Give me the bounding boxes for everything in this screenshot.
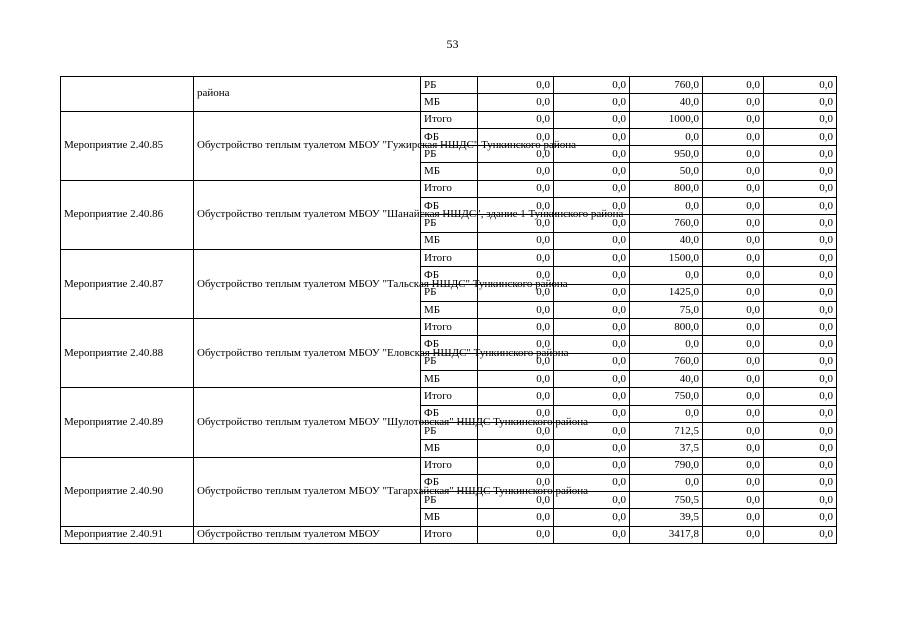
description-cell: Обустройство теплым туалетом МБОУ "Гужирская НШДС" Тункинского района — [194, 111, 421, 180]
value-cell: 0,0 — [478, 371, 554, 388]
value-cell: 0,0 — [764, 336, 837, 353]
description-cell: Обустройство теплым туалетом МБОУ "Тагархайская" НШДС Тункинского района — [194, 457, 421, 526]
funding-source-cell: ФБ — [421, 405, 478, 422]
value-cell: 0,0 — [703, 440, 764, 457]
value-cell: 0,0 — [764, 509, 837, 526]
value-cell: 0,0 — [554, 284, 630, 301]
value-cell: 0,0 — [478, 198, 554, 215]
measure-cell — [61, 77, 194, 112]
value-cell: 0,0 — [703, 284, 764, 301]
value-cell: 0,0 — [554, 301, 630, 318]
value-cell: 0,0 — [764, 353, 837, 370]
funding-source-cell: МБ — [421, 232, 478, 249]
value-cell: 0,0 — [478, 474, 554, 491]
value-cell: 0,0 — [764, 180, 837, 197]
value-cell: 0,0 — [478, 215, 554, 232]
funding-source-cell: РБ — [421, 422, 478, 439]
value-cell: 0,0 — [478, 440, 554, 457]
description-cell: Обустройство теплым туалетом МБОУ "Еловская НШДС" Тункинского района — [194, 319, 421, 388]
value-cell: 0,0 — [554, 509, 630, 526]
value-cell: 0,0 — [703, 94, 764, 111]
value-cell: 39,5 — [630, 509, 703, 526]
funding-source-cell: ФБ — [421, 336, 478, 353]
value-cell: 0,0 — [554, 457, 630, 474]
value-cell: 0,0 — [478, 319, 554, 336]
value-cell: 75,0 — [630, 301, 703, 318]
value-cell: 0,0 — [764, 128, 837, 145]
value-cell: 0,0 — [554, 371, 630, 388]
funding-source-cell: РБ — [421, 215, 478, 232]
value-cell: 0,0 — [764, 215, 837, 232]
funding-source-cell: ФБ — [421, 474, 478, 491]
value-cell: 0,0 — [764, 440, 837, 457]
value-cell: 0,0 — [554, 526, 630, 543]
value-cell: 800,0 — [630, 180, 703, 197]
funding-source-cell: Итого — [421, 319, 478, 336]
funding-source-cell: ФБ — [421, 267, 478, 284]
table-row — [61, 249, 837, 266]
value-cell: 0,0 — [554, 111, 630, 128]
value-cell: 0,0 — [764, 94, 837, 111]
value-cell: 0,0 — [764, 111, 837, 128]
value-cell: 0,0 — [478, 111, 554, 128]
table-row — [61, 457, 837, 474]
value-cell: 0,0 — [764, 474, 837, 491]
value-cell: 0,0 — [478, 388, 554, 405]
value-cell: 0,0 — [703, 388, 764, 405]
value-cell: 0,0 — [764, 77, 837, 94]
value-cell: 0,0 — [703, 249, 764, 266]
value-cell: 0,0 — [703, 180, 764, 197]
value-cell: 0,0 — [478, 232, 554, 249]
value-cell: 760,0 — [630, 353, 703, 370]
table-row — [61, 180, 837, 197]
value-cell: 0,0 — [764, 526, 837, 543]
funding-source-cell: ФБ — [421, 198, 478, 215]
value-cell: 0,0 — [478, 94, 554, 111]
value-cell: 0,0 — [764, 146, 837, 163]
value-cell: 0,0 — [554, 249, 630, 266]
budget-table — [60, 76, 837, 544]
description-cell: Обустройство теплым туалетом МБОУ "Шанайская НШДС", здание 1 Тункинского района — [194, 180, 421, 249]
funding-source-cell: Итого — [421, 388, 478, 405]
value-cell: 0,0 — [703, 163, 764, 180]
value-cell: 0,0 — [764, 198, 837, 215]
funding-source-cell: Итого — [421, 249, 478, 266]
value-cell: 0,0 — [764, 249, 837, 266]
value-cell: 0,0 — [478, 405, 554, 422]
funding-source-cell: Итого — [421, 457, 478, 474]
funding-source-cell: МБ — [421, 94, 478, 111]
value-cell: 0,0 — [703, 111, 764, 128]
value-cell: 0,0 — [554, 405, 630, 422]
description-cell: Обустройство теплым туалетом МБОУ "Тальская НШДС" Тункинского района — [194, 249, 421, 318]
value-cell: 0,0 — [554, 163, 630, 180]
value-cell: 1425,0 — [630, 284, 703, 301]
value-cell: 0,0 — [554, 77, 630, 94]
value-cell: 0,0 — [554, 94, 630, 111]
value-cell: 0,0 — [478, 267, 554, 284]
value-cell: 0,0 — [478, 301, 554, 318]
value-cell: 0,0 — [764, 405, 837, 422]
value-cell: 0,0 — [703, 146, 764, 163]
description-cell: Обустройство теплым туалетом МБОУ "Шулотовская" НШДС Тункинского района — [194, 388, 421, 457]
funding-source-cell: РБ — [421, 492, 478, 509]
value-cell: 800,0 — [630, 319, 703, 336]
value-cell: 0,0 — [554, 353, 630, 370]
value-cell: 0,0 — [703, 405, 764, 422]
value-cell: 0,0 — [478, 492, 554, 509]
description-cell: района — [194, 77, 421, 112]
measure-cell: Мероприятие 2.40.87 — [61, 249, 194, 318]
value-cell: 0,0 — [703, 422, 764, 439]
value-cell: 0,0 — [630, 128, 703, 145]
value-cell: 40,0 — [630, 232, 703, 249]
value-cell: 0,0 — [630, 267, 703, 284]
funding-source-cell: Итого — [421, 111, 478, 128]
value-cell: 0,0 — [703, 198, 764, 215]
value-cell: 0,0 — [764, 492, 837, 509]
value-cell: 0,0 — [703, 526, 764, 543]
measure-cell: Мероприятие 2.40.85 — [61, 111, 194, 180]
value-cell: 0,0 — [764, 457, 837, 474]
value-cell: 0,0 — [703, 232, 764, 249]
value-cell: 0,0 — [630, 336, 703, 353]
value-cell: 0,0 — [703, 457, 764, 474]
value-cell: 0,0 — [703, 509, 764, 526]
table-body — [61, 77, 837, 544]
value-cell: 0,0 — [764, 284, 837, 301]
value-cell: 0,0 — [554, 232, 630, 249]
value-cell: 50,0 — [630, 163, 703, 180]
measure-cell: Мероприятие 2.40.86 — [61, 180, 194, 249]
value-cell: 760,0 — [630, 215, 703, 232]
value-cell: 0,0 — [703, 492, 764, 509]
value-cell: 0,0 — [478, 180, 554, 197]
value-cell: 0,0 — [703, 215, 764, 232]
value-cell: 0,0 — [630, 405, 703, 422]
value-cell: 0,0 — [478, 284, 554, 301]
value-cell: 0,0 — [630, 474, 703, 491]
funding-source-cell: Итого — [421, 526, 478, 543]
value-cell: 0,0 — [630, 198, 703, 215]
value-cell: 0,0 — [478, 526, 554, 543]
value-cell: 0,0 — [478, 336, 554, 353]
value-cell: 750,5 — [630, 492, 703, 509]
funding-source-cell: МБ — [421, 163, 478, 180]
value-cell: 0,0 — [554, 319, 630, 336]
value-cell: 0,0 — [554, 180, 630, 197]
value-cell: 0,0 — [554, 198, 630, 215]
value-cell: 0,0 — [554, 267, 630, 284]
value-cell: 0,0 — [703, 336, 764, 353]
value-cell: 40,0 — [630, 371, 703, 388]
value-cell: 0,0 — [554, 492, 630, 509]
value-cell: 0,0 — [703, 267, 764, 284]
funding-source-cell: МБ — [421, 509, 478, 526]
value-cell: 0,0 — [764, 422, 837, 439]
value-cell: 760,0 — [630, 77, 703, 94]
value-cell: 0,0 — [554, 128, 630, 145]
funding-source-cell: МБ — [421, 440, 478, 457]
value-cell: 712,5 — [630, 422, 703, 439]
measure-cell: Мероприятие 2.40.88 — [61, 319, 194, 388]
table-row — [61, 77, 837, 94]
value-cell: 0,0 — [554, 474, 630, 491]
measure-cell: Мероприятие 2.40.89 — [61, 388, 194, 457]
value-cell: 0,0 — [478, 353, 554, 370]
funding-source-cell: РБ — [421, 77, 478, 94]
value-cell: 40,0 — [630, 94, 703, 111]
funding-source-cell: Итого — [421, 180, 478, 197]
value-cell: 0,0 — [554, 440, 630, 457]
value-cell: 0,0 — [554, 336, 630, 353]
value-cell: 37,5 — [630, 440, 703, 457]
value-cell: 0,0 — [478, 457, 554, 474]
value-cell: 0,0 — [478, 146, 554, 163]
table-row — [61, 111, 837, 128]
funding-source-cell: МБ — [421, 371, 478, 388]
value-cell: 750,0 — [630, 388, 703, 405]
value-cell: 0,0 — [478, 77, 554, 94]
value-cell: 0,0 — [764, 371, 837, 388]
value-cell: 1000,0 — [630, 111, 703, 128]
value-cell: 0,0 — [703, 353, 764, 370]
funding-source-cell: РБ — [421, 284, 478, 301]
value-cell: 0,0 — [703, 301, 764, 318]
value-cell: 950,0 — [630, 146, 703, 163]
value-cell: 3417,8 — [630, 526, 703, 543]
value-cell: 0,0 — [554, 422, 630, 439]
table-row — [61, 388, 837, 405]
value-cell: 0,0 — [764, 267, 837, 284]
value-cell: 0,0 — [703, 474, 764, 491]
funding-source-cell: ФБ — [421, 128, 478, 145]
value-cell: 0,0 — [703, 128, 764, 145]
funding-source-cell: МБ — [421, 301, 478, 318]
value-cell: 0,0 — [764, 388, 837, 405]
funding-source-cell: РБ — [421, 353, 478, 370]
value-cell: 0,0 — [764, 301, 837, 318]
value-cell: 0,0 — [703, 371, 764, 388]
value-cell: 0,0 — [478, 509, 554, 526]
page-number: 53 — [446, 37, 459, 51]
value-cell: 0,0 — [764, 319, 837, 336]
value-cell: 0,0 — [703, 319, 764, 336]
funding-source-cell: РБ — [421, 146, 478, 163]
value-cell: 0,0 — [554, 388, 630, 405]
value-cell: 0,0 — [478, 128, 554, 145]
value-cell: 0,0 — [478, 249, 554, 266]
value-cell: 0,0 — [703, 77, 764, 94]
value-cell: 0,0 — [764, 232, 837, 249]
value-cell: 0,0 — [764, 163, 837, 180]
value-cell: 0,0 — [478, 163, 554, 180]
table-row — [61, 526, 837, 543]
table-row — [61, 319, 837, 336]
value-cell: 1500,0 — [630, 249, 703, 266]
value-cell: 790,0 — [630, 457, 703, 474]
value-cell: 0,0 — [554, 215, 630, 232]
value-cell: 0,0 — [478, 422, 554, 439]
measure-cell: Мероприятие 2.40.90 — [61, 457, 194, 526]
description-cell: Обустройство теплым туалетом МБОУ — [194, 526, 421, 543]
value-cell: 0,0 — [554, 146, 630, 163]
measure-cell: Мероприятие 2.40.91 — [61, 526, 194, 543]
